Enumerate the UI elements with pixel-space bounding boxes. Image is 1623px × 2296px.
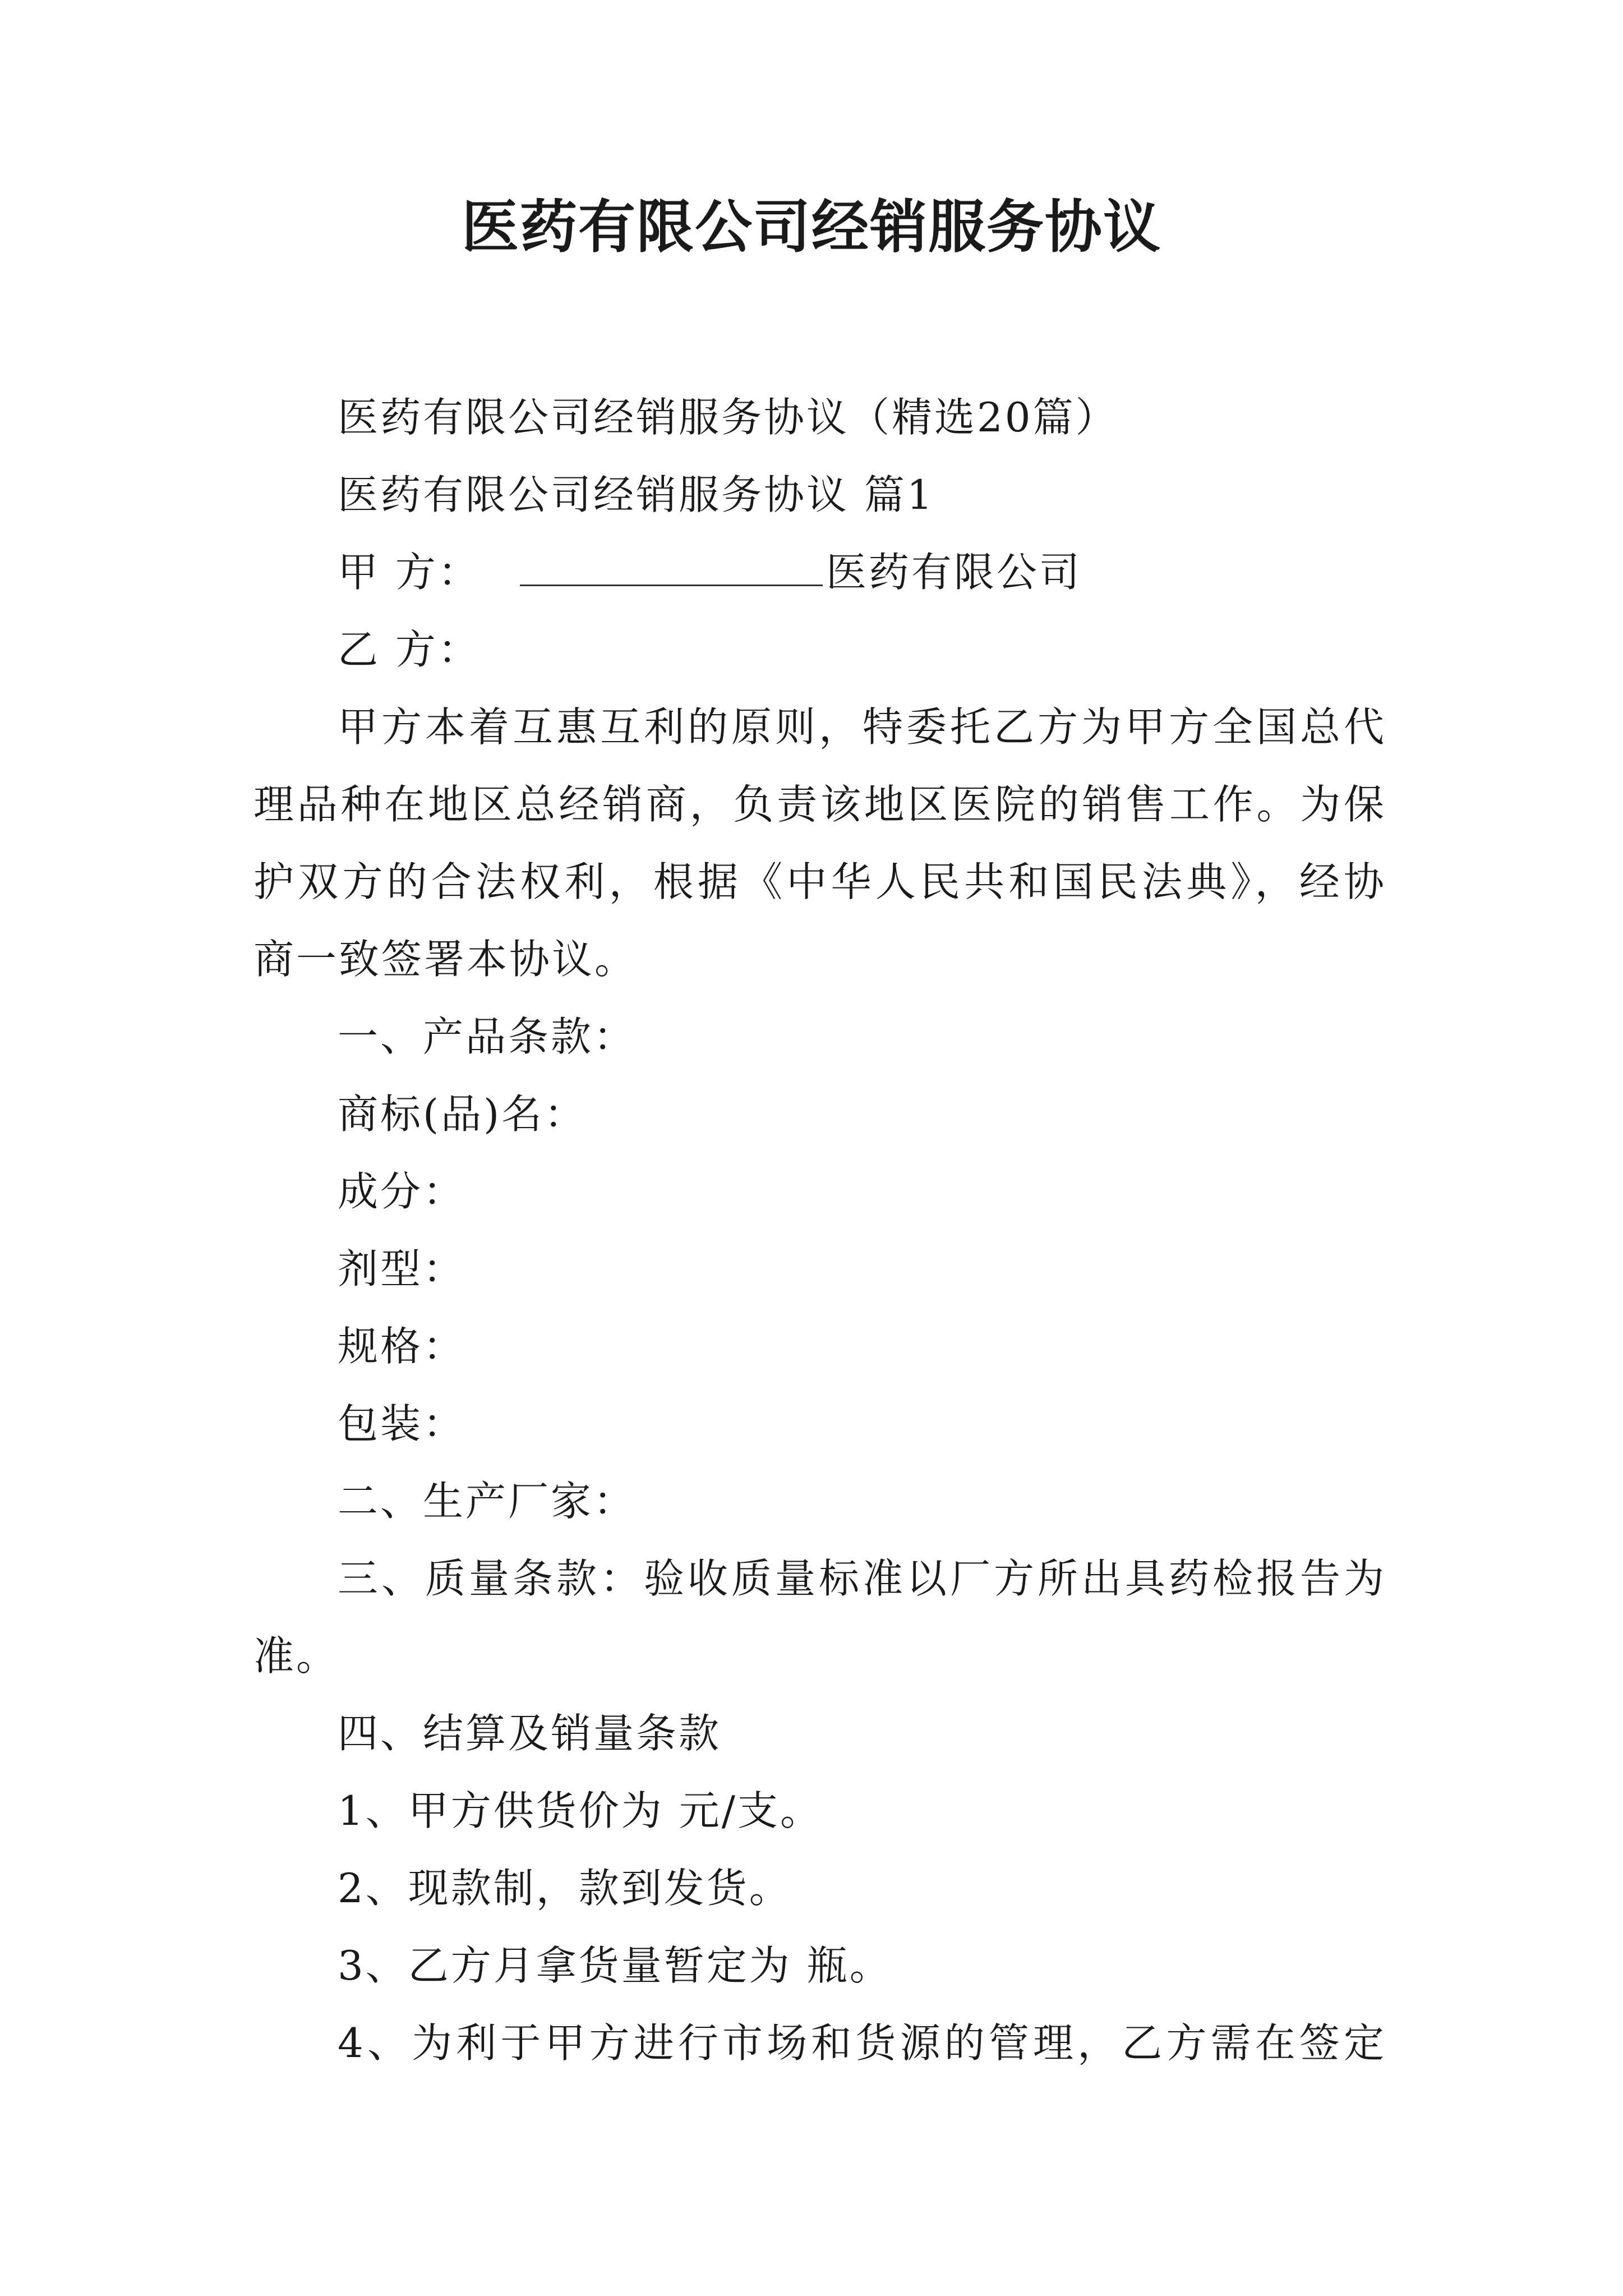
settlement-item: 4、为利于甲方进行市场和货源的管理，乙方需在签定 (338, 2019, 1386, 2067)
intro-line: 理品种在地区总经销商，负责该地区医院的销售工作。为保 (253, 781, 1386, 828)
manufacturer-heading: 二、生产厂家： (338, 1478, 637, 1525)
product-field: 规格： (338, 1323, 466, 1370)
settlement-heading: 四、结算及销量条款 (338, 1710, 722, 1757)
party-a-name: 医药有限公司 (826, 549, 1082, 596)
product-field: 商标(品)名： (338, 1091, 587, 1138)
intro-line: 商一致签署本协议。 (253, 936, 638, 983)
quality-line: 准。 (253, 1632, 339, 1680)
product-field: 剂型： (338, 1245, 466, 1292)
document-title: 医药有限公司经销服务协议 (462, 194, 1161, 261)
product-field: 包装： (338, 1400, 466, 1447)
subtitle: 医药有限公司经销服务协议（精选20篇） (338, 394, 1118, 441)
product-field: 成分： (338, 1168, 466, 1215)
quality-line: 三、质量条款：验收质量标准以厂方所出具药检报告为 (338, 1555, 1386, 1602)
party-a-label: 甲 方： (338, 549, 481, 596)
settlement-item: 3、乙方月拿货量暂定为 瓶。 (338, 1942, 892, 1989)
party-b-line: 乙 方： (338, 626, 481, 673)
section-heading: 医药有限公司经销服务协议 篇1 (338, 471, 935, 518)
party-a-blank (520, 549, 823, 586)
party-a-line (253, 533, 1386, 611)
product-heading: 一、产品条款： (338, 1013, 637, 1060)
intro-line: 护双方的合法权利，根据《中华人民共和国民法典》，经协 (253, 858, 1386, 905)
document-body (253, 379, 1386, 2082)
settlement-item: 2、现款制，款到发货。 (338, 1865, 792, 1912)
settlement-item: 1、甲方供货价为 元/支。 (338, 1787, 823, 1834)
intro-line: 甲方本着互惠互利的原则，特委托乙方为甲方全国总代 (338, 703, 1386, 751)
